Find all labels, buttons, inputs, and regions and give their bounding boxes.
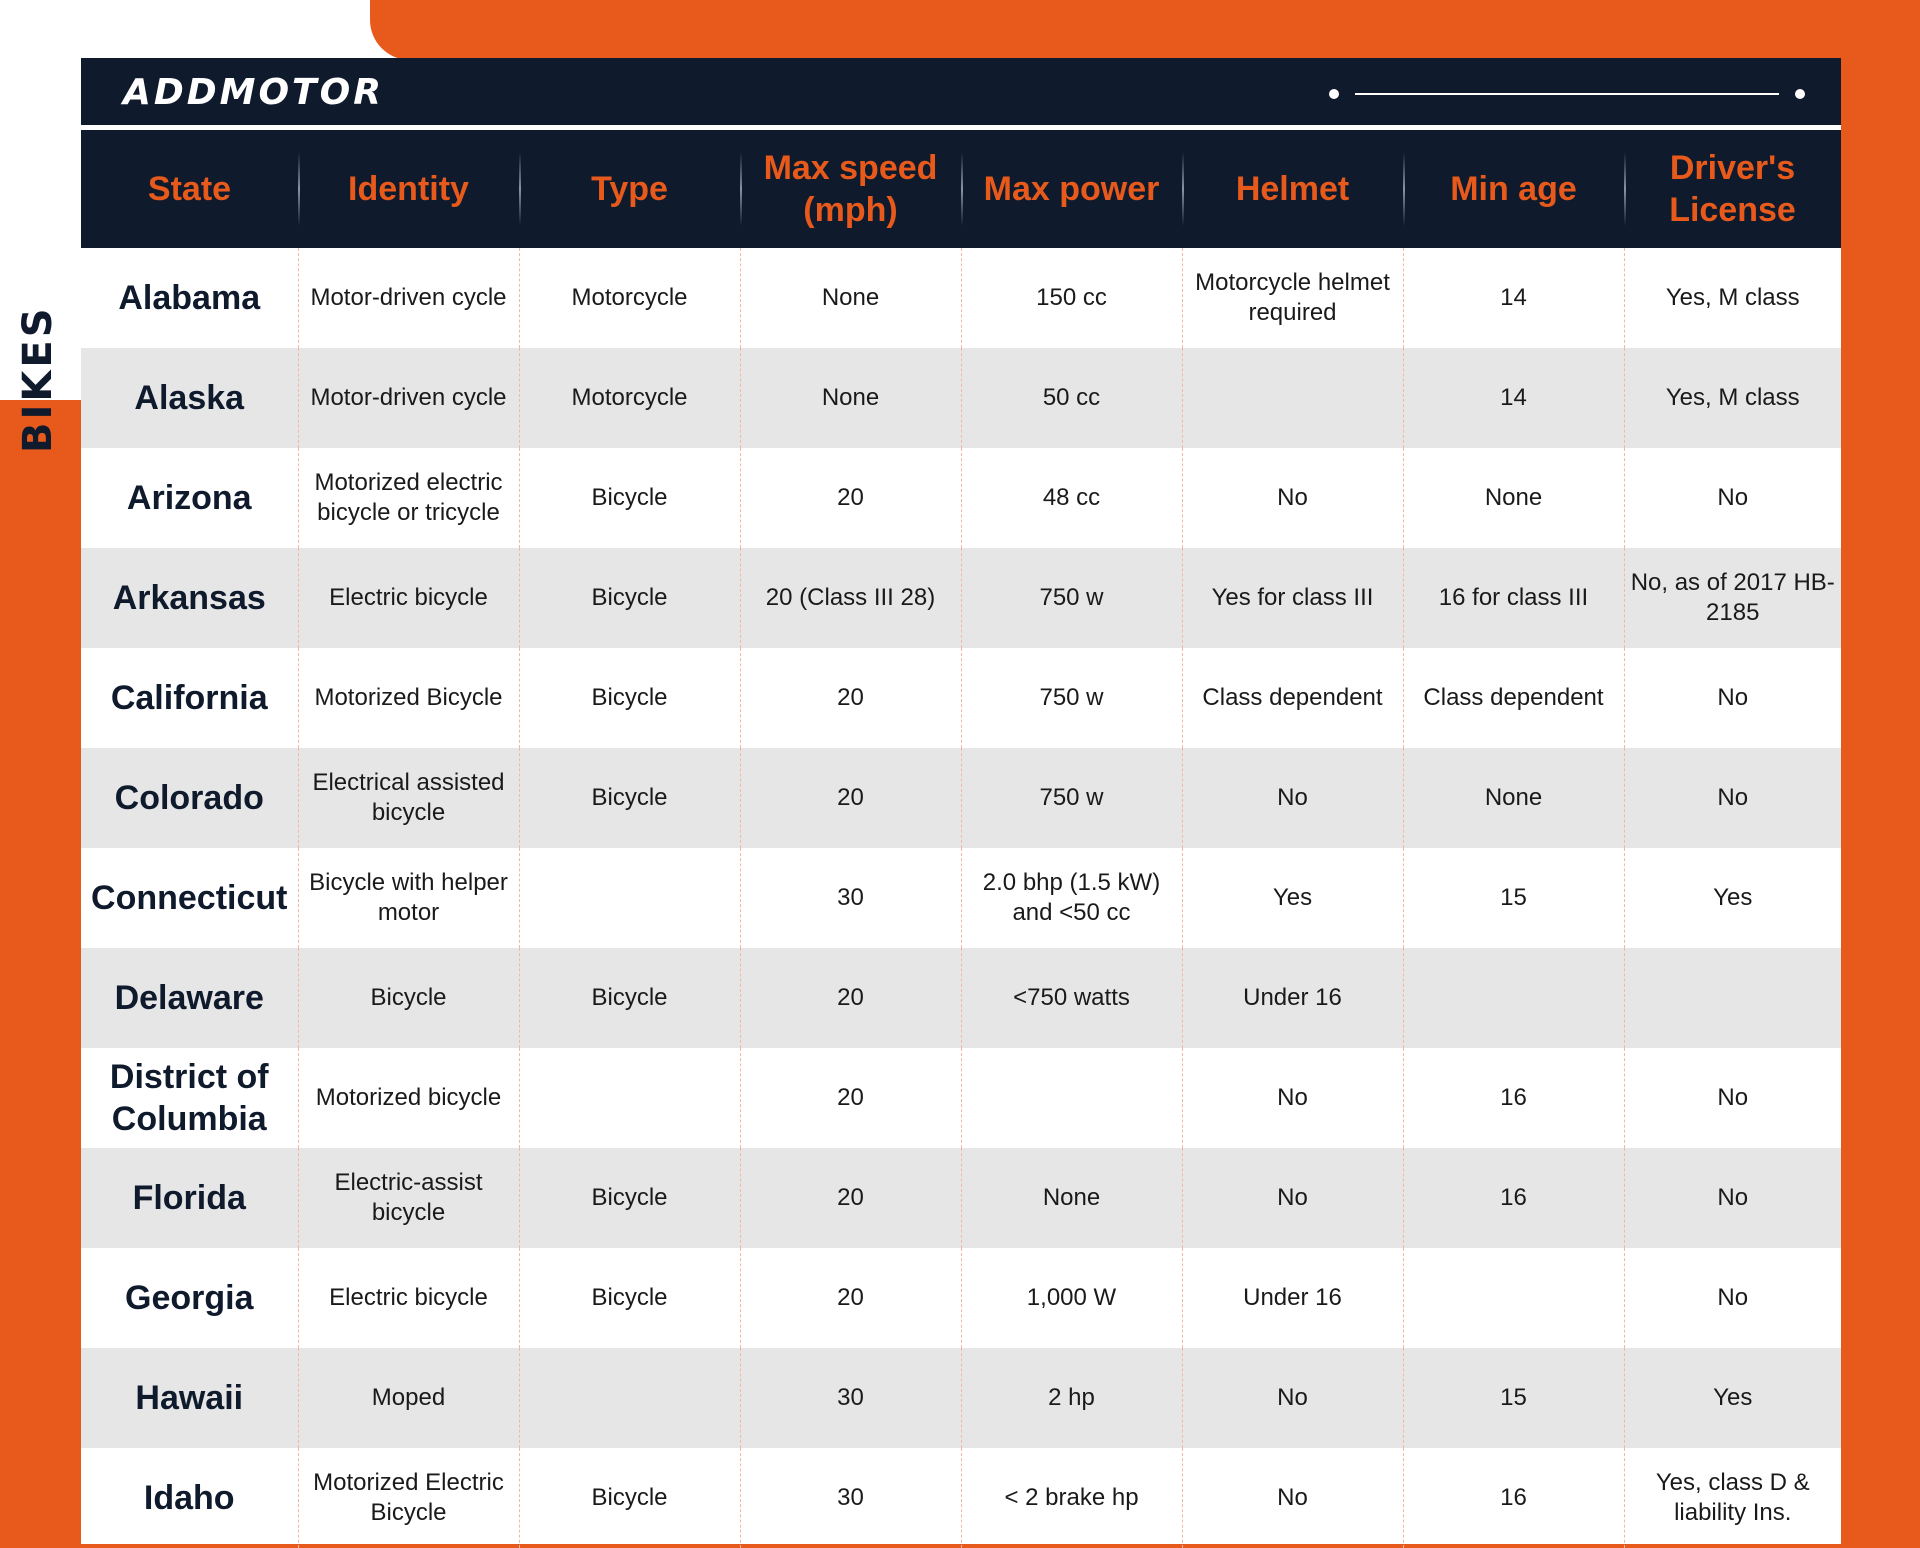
cell-min-age: Class dependent [1403, 648, 1624, 748]
column-header-drivers-license: Driver's License [1624, 130, 1841, 248]
decorative-line [1329, 89, 1805, 99]
cell-drivers-license: No [1624, 1248, 1841, 1348]
cell-max-power: 150 cc [961, 248, 1182, 348]
cell-identity: Electrical assisted bicycle [298, 748, 519, 848]
cell-helmet: Yes for class III [1182, 548, 1403, 648]
cell-identity: Bicycle [298, 948, 519, 1048]
cell-helmet: No [1182, 748, 1403, 848]
cell-max-power: 2.0 bhp (1.5 kW) and <50 cc [961, 848, 1182, 948]
cell-max-power: <750 watts [961, 948, 1182, 1048]
column-header-max-power: Max power [961, 130, 1182, 248]
column-header-max-speed: Max speed (mph) [740, 130, 961, 248]
cell-min-age: None [1403, 448, 1624, 548]
state-name-cell: Alabama [118, 279, 261, 317]
cell-identity: Motorized bicycle [298, 1048, 519, 1148]
state-name-cell: District of Columbia [109, 1058, 269, 1138]
cell-type: Motorcycle [519, 248, 740, 348]
cell-type [519, 1048, 740, 1148]
cell-type: Bicycle [519, 448, 740, 548]
cell-min-age: 14 [1403, 248, 1624, 348]
cell-min-age: 14 [1403, 348, 1624, 448]
cell-max-speed: 20 [740, 948, 961, 1048]
side-title [15, 195, 61, 725]
cell-max-speed: None [740, 348, 961, 448]
cell-max-speed: 20 [740, 448, 961, 548]
cell-drivers-license: No [1624, 1048, 1841, 1148]
cell-drivers-license: No [1624, 648, 1841, 748]
cell-max-speed: 20 [740, 1148, 961, 1248]
decorative-dot-right [1795, 89, 1805, 99]
cell-max-speed: 20 [740, 648, 961, 748]
cell-drivers-license: Yes [1624, 848, 1841, 948]
cell-identity: Electric bicycle [298, 1248, 519, 1348]
cell-helmet: Class dependent [1182, 648, 1403, 748]
state-name-cell: Arizona [126, 479, 252, 517]
cell-type: Bicycle [519, 1148, 740, 1248]
state-name-cell: California [110, 679, 268, 717]
cell-drivers-license: No, as of 2017 HB-2185 [1624, 548, 1841, 648]
state-name-cell: Arkansas [112, 579, 266, 617]
state-name-cell: Alaska [134, 379, 245, 417]
cell-drivers-license: Yes, M class [1624, 348, 1841, 448]
cell-type: Bicycle [519, 648, 740, 748]
cell-max-power [961, 1048, 1182, 1148]
cell-identity: Motor-driven cycle [298, 348, 519, 448]
state-name-cell: Georgia [125, 1279, 254, 1317]
cell-helmet: Under 16 [1182, 1248, 1403, 1348]
cell-max-speed: 30 [740, 848, 961, 948]
cell-identity: Bicycle with helper motor [298, 848, 519, 948]
cell-drivers-license: No [1624, 1148, 1841, 1248]
column-header-helmet: Helmet [1182, 130, 1403, 248]
cell-max-power: 1,000 W [961, 1248, 1182, 1348]
table-row [81, 1048, 1841, 1148]
cell-helmet: Under 16 [1182, 948, 1403, 1048]
state-name-cell: Idaho [143, 1479, 235, 1517]
cell-max-power: 2 hp [961, 1348, 1182, 1448]
cell-max-power: 50 cc [961, 348, 1182, 448]
cell-identity: Electric bicycle [298, 548, 519, 648]
cell-identity: Motor-driven cycle [298, 248, 519, 348]
header-row [81, 130, 1841, 248]
state-name-cell: Delaware [114, 979, 264, 1017]
cell-min-age: 15 [1403, 1348, 1624, 1448]
cell-identity: Electric-assist bicycle [298, 1148, 519, 1248]
cell-type [519, 848, 740, 948]
decorative-rule [1355, 93, 1779, 95]
cell-min-age [1403, 948, 1624, 1048]
cell-drivers-license: No [1624, 748, 1841, 848]
table-row [81, 548, 1841, 648]
cell-max-power: 48 cc [961, 448, 1182, 548]
cell-drivers-license [1624, 948, 1841, 1048]
state-name-cell: Colorado [114, 779, 264, 817]
table-body [81, 248, 1841, 1548]
cell-helmet: No [1182, 1148, 1403, 1248]
cell-max-power: 750 w [961, 748, 1182, 848]
cell-helmet: Yes [1182, 848, 1403, 948]
cell-identity: Motorized Bicycle [298, 648, 519, 748]
table-row [81, 1348, 1841, 1448]
cell-identity: Moped [298, 1348, 519, 1448]
state-name-cell: Connecticut [91, 879, 288, 917]
cell-max-power: < 2 brake hp [961, 1448, 1182, 1548]
cell-max-power: 750 w [961, 648, 1182, 748]
cell-identity: Motorized Electric Bicycle [298, 1448, 519, 1548]
table-row [81, 248, 1841, 348]
cell-max-speed: 30 [740, 1448, 961, 1548]
cell-max-speed: 30 [740, 1348, 961, 1448]
cell-type: Bicycle [519, 548, 740, 648]
cell-min-age: None [1403, 748, 1624, 848]
brand-bar [81, 58, 1841, 130]
state-name-cell: Hawaii [135, 1379, 244, 1417]
cell-max-speed: None [740, 248, 961, 348]
cell-drivers-license: Yes [1624, 1348, 1841, 1448]
cell-identity: Motorized electric bicycle or tricycle [298, 448, 519, 548]
table-row [81, 948, 1841, 1048]
cell-type: Bicycle [519, 748, 740, 848]
cell-max-speed: 20 [740, 748, 961, 848]
cell-helmet [1182, 348, 1403, 448]
table-row [81, 1148, 1841, 1248]
column-header-state: State [147, 170, 232, 208]
cell-helmet: No [1182, 1448, 1403, 1548]
ebike-laws-table [81, 130, 1841, 1548]
table-row [81, 448, 1841, 548]
cell-helmet: No [1182, 1048, 1403, 1148]
brand-logo: ADDMOTOR [123, 72, 384, 113]
cell-type: Bicycle [519, 1248, 740, 1348]
decorative-dot-left [1329, 89, 1339, 99]
cell-min-age: 16 [1403, 1448, 1624, 1548]
column-header-type: Type [519, 130, 740, 248]
table-header [81, 130, 1841, 248]
table-row [81, 748, 1841, 848]
cell-max-power: 750 w [961, 548, 1182, 648]
cell-min-age: 16 [1403, 1048, 1624, 1148]
cell-max-speed: 20 [740, 1048, 961, 1148]
table-row [81, 848, 1841, 948]
column-header-identity: Identity [298, 130, 519, 248]
cell-type: Motorcycle [519, 348, 740, 448]
cell-drivers-license: Yes, class D & liability Ins. [1624, 1448, 1841, 1548]
column-header-min-age: Min age [1403, 130, 1624, 248]
cell-drivers-license: Yes, M class [1624, 248, 1841, 348]
cell-max-power: None [961, 1148, 1182, 1248]
table-row [81, 648, 1841, 748]
cell-min-age [1403, 1248, 1624, 1348]
side-title-word-bikes: BIKES [15, 305, 61, 454]
cell-max-speed: 20 (Class III 28) [740, 548, 961, 648]
cell-helmet: Motorcycle helmet required [1182, 248, 1403, 348]
cell-max-speed: 20 [740, 1248, 961, 1348]
table-row [81, 1248, 1841, 1348]
cell-min-age: 16 for class III [1403, 548, 1624, 648]
side-title-word-electric: ELECTRIC [15, 489, 61, 725]
cell-drivers-license: No [1624, 448, 1841, 548]
cell-helmet: No [1182, 1348, 1403, 1448]
cell-type: Bicycle [519, 948, 740, 1048]
cell-helmet: No [1182, 448, 1403, 548]
cell-type [519, 1348, 740, 1448]
cell-min-age: 15 [1403, 848, 1624, 948]
table-row [81, 1448, 1841, 1548]
cell-min-age: 16 [1403, 1148, 1624, 1248]
table-row [81, 348, 1841, 448]
state-name-cell: Florida [132, 1179, 246, 1217]
content-panel [81, 58, 1841, 1544]
cell-type: Bicycle [519, 1448, 740, 1548]
